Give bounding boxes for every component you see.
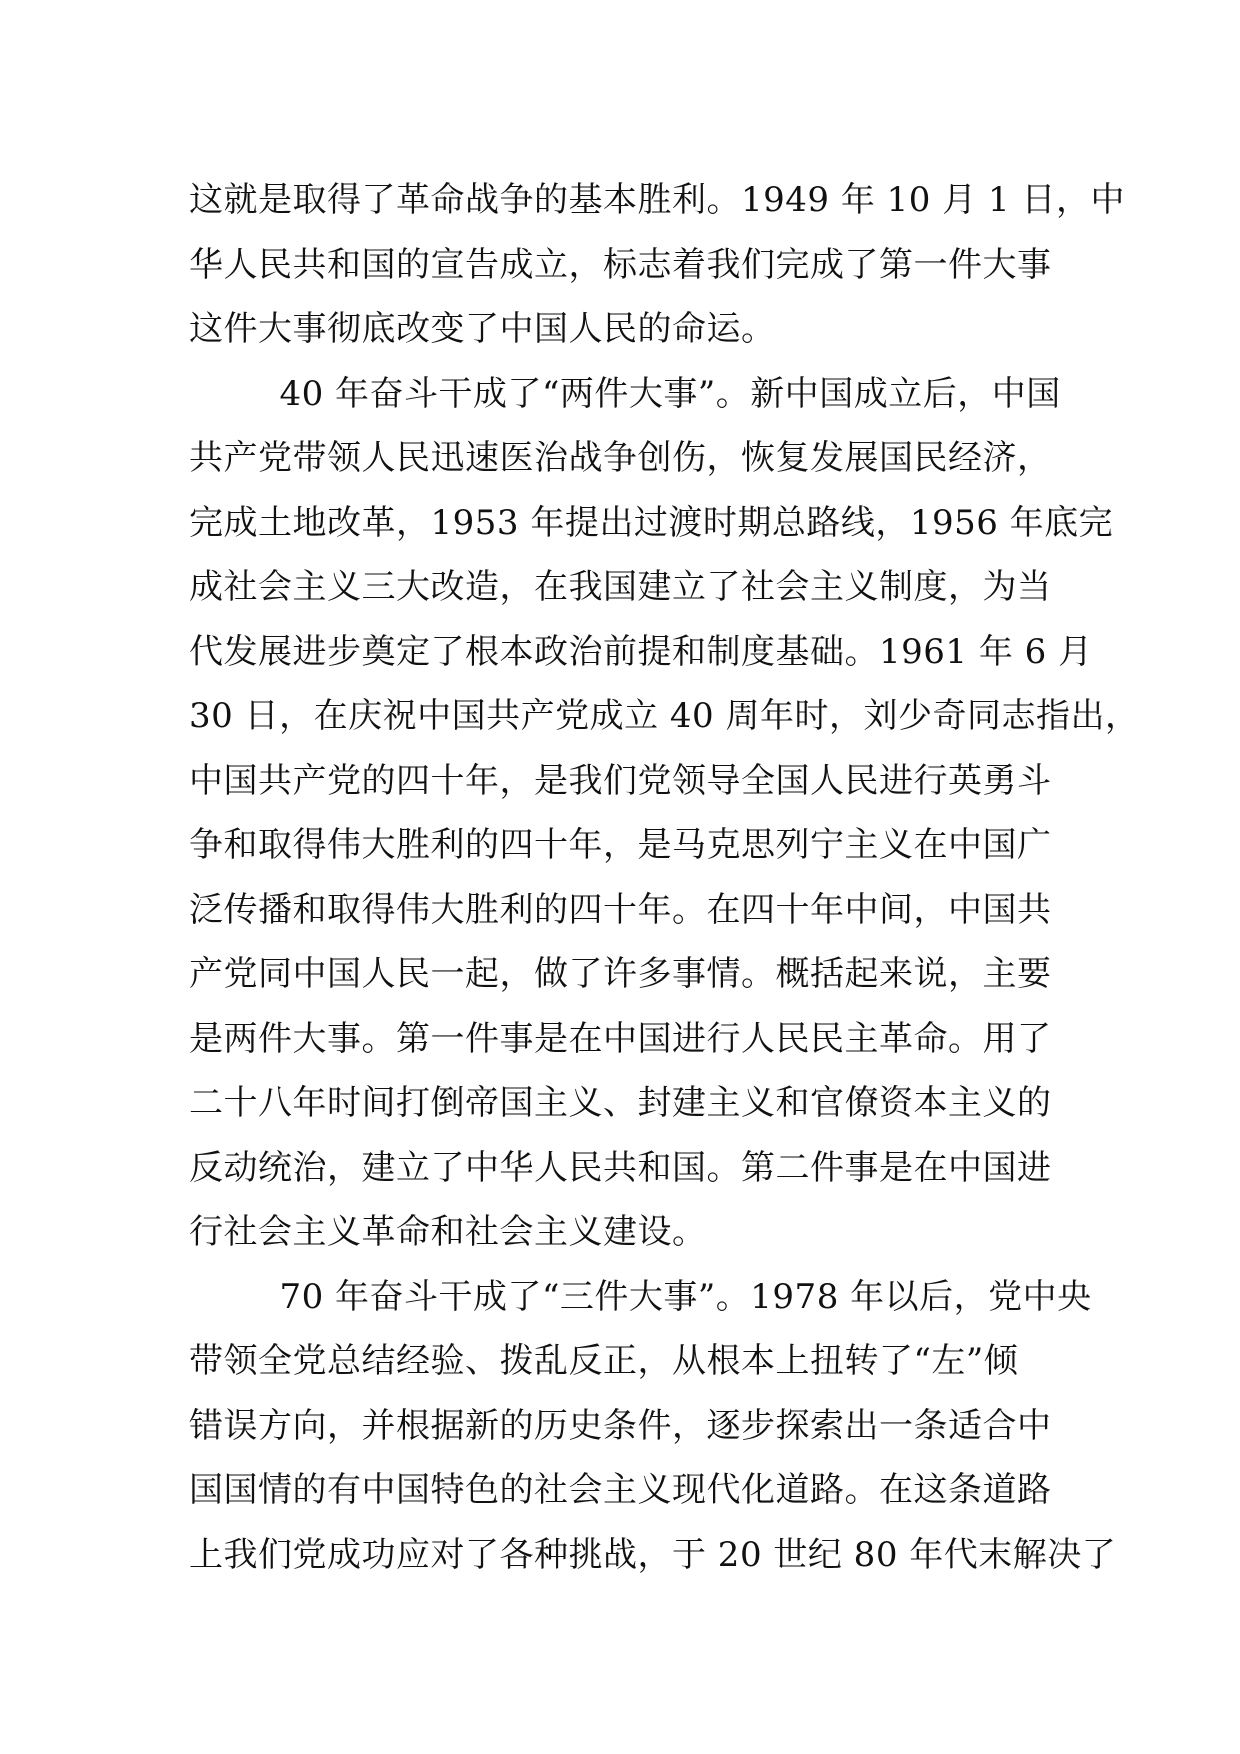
text-line: 泛传播和取得伟大胜利的四十年。在四十年中间，中国共 xyxy=(189,889,1052,930)
text-line: 共产党带领人民迅速医治战争创伤，恢复发展国民经济， xyxy=(189,438,1052,478)
text-line: 错误方向，并根据新的历史条件，逐步探索出一条适合中 xyxy=(189,1405,1052,1446)
text-line: 40 年奋斗干成了“两件大事”。新中国成立后，中国 xyxy=(189,373,1061,414)
text-line: 带领全党总结经验、拨乱反正，从根本上扭转了“左”倾 xyxy=(189,1341,1019,1381)
text-line: 是两件大事。第一件事是在中国进行人民民主革命。用了 xyxy=(189,1018,1052,1059)
text-line: 70 年奋斗干成了“三件大事”。1978 年以后，党中央 xyxy=(189,1276,1092,1317)
body-text xyxy=(189,168,1140,1587)
text-line: 成社会主义三大改造，在我国建立了社会主义制度，为当 xyxy=(189,567,1052,607)
text-line: 这件大事彻底改变了中国人民的命运。 xyxy=(189,309,776,349)
text-line: 这就是取得了革命战争的基本胜利。1949 年 10 月 1 日，中 xyxy=(189,180,1125,220)
text-line: 产党同中国人民一起，做了许多事情。概括起来说，主要 xyxy=(189,954,1052,994)
text-line: 二十八年时间打倒帝国主义、封建主义和官僚资本主义的 xyxy=(189,1083,1052,1123)
text-line: 中国共产党的四十年，是我们党领导全国人民进行英勇斗 xyxy=(189,760,1052,801)
text-line: 反动统治，建立了中华人民共和国。第二件事是在中国进 xyxy=(189,1147,1052,1188)
text-line: 国国情的有中国特色的社会主义现代化道路。在这条道路 xyxy=(189,1470,1052,1510)
text-line: 行社会主义革命和社会主义建设。 xyxy=(189,1212,707,1252)
text-line: 完成土地改革，1953 年提出过渡时期总路线，1956 年底完 xyxy=(189,502,1114,543)
text-line: 30 日，在庆祝中国共产党成立 40 周年时，刘少奇同志指出， xyxy=(189,696,1140,736)
text-line: 代发展进步奠定了根本政治前提和制度基础。1961 年 6 月 xyxy=(189,631,1093,672)
text-line: 上我们党成功应对了各种挑战，于 20 世纪 80 年代末解决了 xyxy=(189,1534,1117,1575)
text-line: 争和取得伟大胜利的四十年，是马克思列宁主义在中国广 xyxy=(189,825,1052,865)
text-line: 华人民共和国的宣告成立，标志着我们完成了第一件大事 xyxy=(189,244,1052,285)
